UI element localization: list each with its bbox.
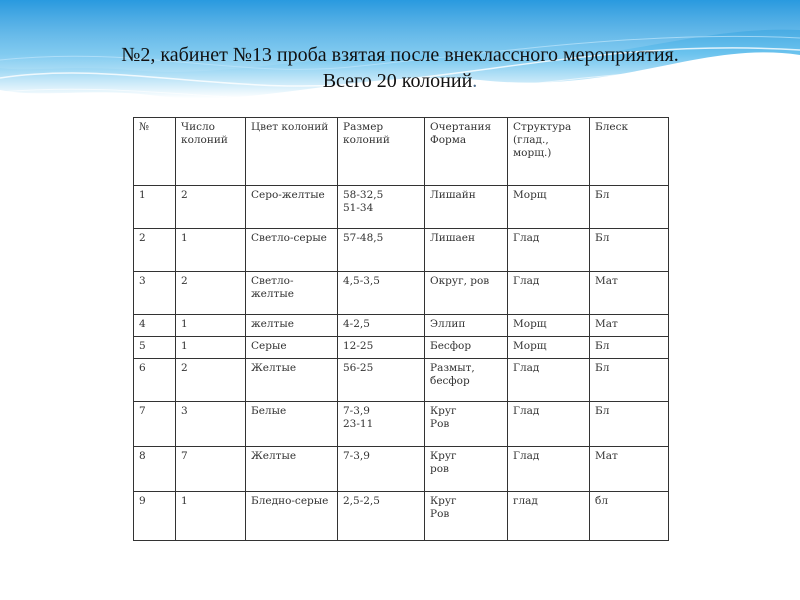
table-cell: Бл: [590, 186, 669, 229]
title-line-1: №2, кабинет №13 проба взятая после внеклассного мероприятия.: [121, 44, 679, 66]
table-cell: 3: [134, 272, 176, 315]
table-cell: 4: [134, 315, 176, 337]
table-cell: Глад: [508, 359, 590, 402]
table-cell: 57-48,5: [338, 229, 425, 272]
table-cell: Круг Ров: [425, 402, 508, 447]
table-cell: 4-2,5: [338, 315, 425, 337]
table-cell: 2: [176, 186, 246, 229]
table-cell: 2,5-2,5: [338, 492, 425, 541]
table-row: [134, 492, 669, 541]
table-cell: Лишаен: [425, 229, 508, 272]
table-row: [134, 402, 669, 447]
table-cell: 1: [134, 186, 176, 229]
table-cell: 7-3,9: [338, 447, 425, 492]
colonies-table-wrap: [133, 117, 668, 540]
table-cell: глад: [508, 492, 590, 541]
table-cell: Бл: [590, 359, 669, 402]
table-cell: 8: [134, 447, 176, 492]
table-cell: бл: [590, 492, 669, 541]
table-cell: 1: [176, 337, 246, 359]
table-cell: Мат: [590, 447, 669, 492]
header-cell: Очертания Форма: [425, 118, 508, 186]
table-cell: 4,5-3,5: [338, 272, 425, 315]
header-cell: Цвет колоний: [246, 118, 338, 186]
table-cell: 1: [176, 492, 246, 541]
table-cell: Светло-серые: [246, 229, 338, 272]
table-cell: 9: [134, 492, 176, 541]
table-cell: Светло- желтые: [246, 272, 338, 315]
table-cell: Глад: [508, 272, 590, 315]
table-cell: 7: [176, 447, 246, 492]
table-cell: Серые: [246, 337, 338, 359]
table-cell: Морщ: [508, 186, 590, 229]
header-cell: Размер колоний: [338, 118, 425, 186]
slide-title: [40, 42, 760, 94]
table-cell: Желтые: [246, 447, 338, 492]
title-line-2-period: .: [472, 70, 478, 92]
table-cell: 2: [176, 359, 246, 402]
table-header-row: [134, 118, 669, 186]
table-cell: Бл: [590, 402, 669, 447]
table-cell: Мат: [590, 272, 669, 315]
table-cell: Морщ: [508, 315, 590, 337]
table-cell: 58-32,5 51-34: [338, 186, 425, 229]
table-cell: Размыт, бесфор: [425, 359, 508, 402]
title-line-2: [40, 68, 760, 94]
table-cell: Мат: [590, 315, 669, 337]
table-cell: Серо-желтые: [246, 186, 338, 229]
table-cell: 6: [134, 359, 176, 402]
table-cell: Эллип: [425, 315, 508, 337]
table-cell: Бл: [590, 337, 669, 359]
header-cell: Число колоний: [176, 118, 246, 186]
table-cell: Белые: [246, 402, 338, 447]
table-cell: Желтые: [246, 359, 338, 402]
table-cell: 5: [134, 337, 176, 359]
table-cell: Морщ: [508, 337, 590, 359]
table-row: [134, 337, 669, 359]
table-row: [134, 359, 669, 402]
table-cell: 1: [176, 315, 246, 337]
table-cell: 12-25: [338, 337, 425, 359]
table-row: [134, 186, 669, 229]
table-cell: Глад: [508, 447, 590, 492]
header-cell: Структура (глад., морщ.): [508, 118, 590, 186]
table-row: [134, 229, 669, 272]
table-cell: Глад: [508, 229, 590, 272]
table-cell: желтые: [246, 315, 338, 337]
table-cell: Бесфор: [425, 337, 508, 359]
table-cell: 7: [134, 402, 176, 447]
header-cell: №: [134, 118, 176, 186]
table-cell: Круг ров: [425, 447, 508, 492]
table-cell: 3: [176, 402, 246, 447]
table-row: [134, 447, 669, 492]
header-cell: Блеск: [590, 118, 669, 186]
colonies-table: [133, 117, 669, 541]
table-cell: Глад: [508, 402, 590, 447]
table-cell: 2: [176, 272, 246, 315]
table-cell: 7-3,9 23-11: [338, 402, 425, 447]
table-cell: 1: [176, 229, 246, 272]
table-cell: Лишайн: [425, 186, 508, 229]
table-cell: 56-25: [338, 359, 425, 402]
table-row: [134, 315, 669, 337]
table-cell: Бледно-серые: [246, 492, 338, 541]
table-cell: 2: [134, 229, 176, 272]
table-cell: Бл: [590, 229, 669, 272]
table-cell: Округ, ров: [425, 272, 508, 315]
table-cell: Круг Ров: [425, 492, 508, 541]
title-line-2-text: Всего 20 колоний: [322, 70, 473, 92]
table-row: [134, 272, 669, 315]
